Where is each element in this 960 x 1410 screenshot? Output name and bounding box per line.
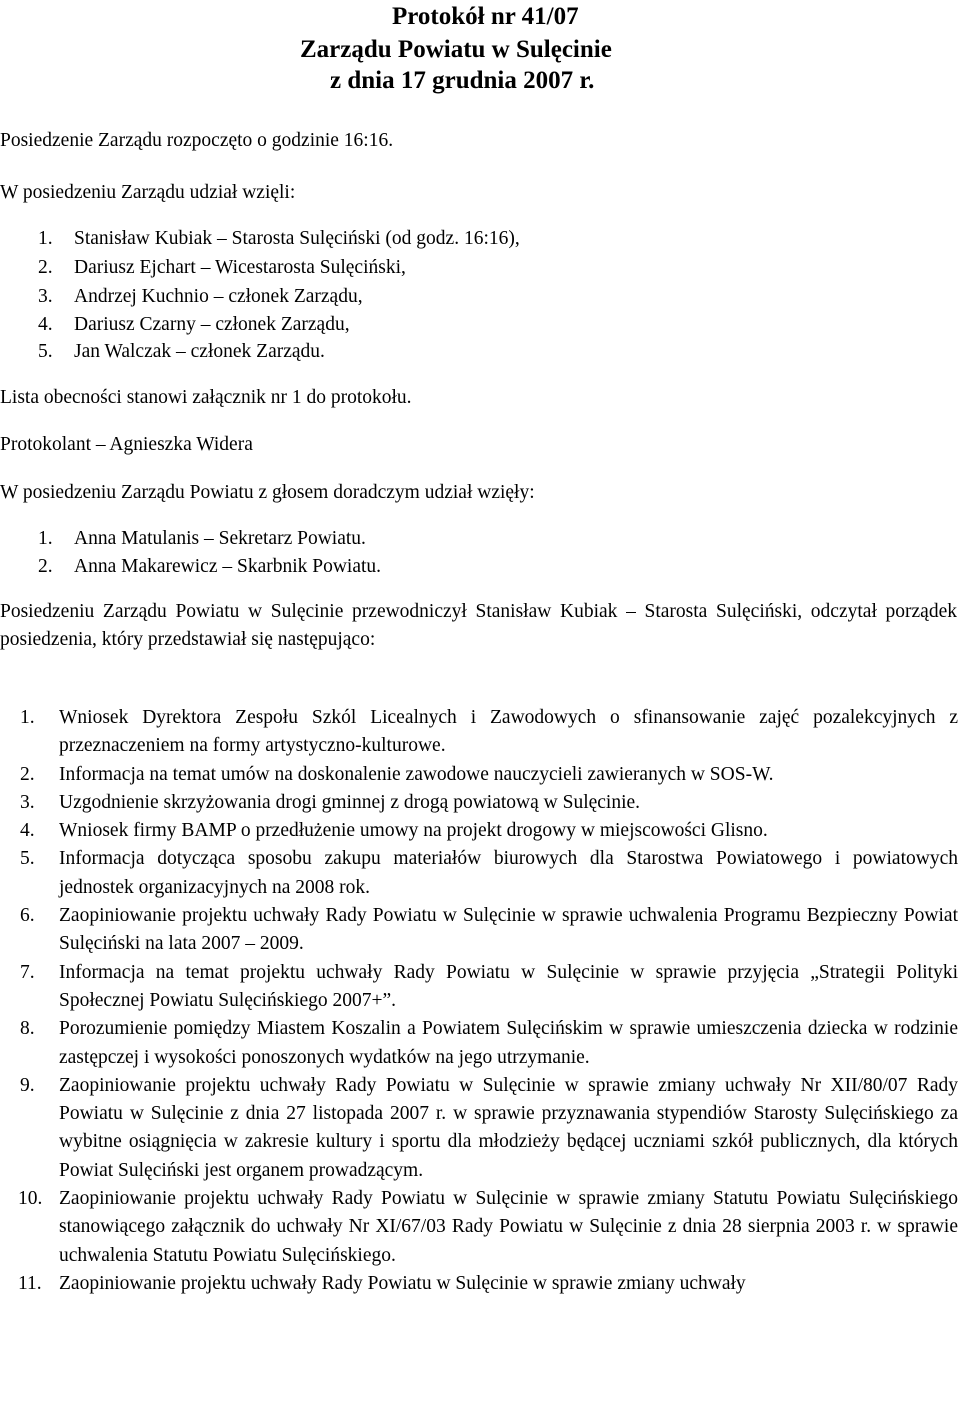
list-item: [38, 312, 350, 338]
agenda-item: [0, 761, 958, 789]
list-item-text: Dariusz Ejchart – Wicestarosta Sulęciński,: [74, 257, 406, 278]
agenda-item: [0, 845, 958, 902]
agenda-item-text: Informacja dotycząca sposobu zakupu materiałów biurowych dla Starostwa Powiatowego i powiatowych jednostek organizacyjnych na 2008 rok.: [59, 848, 958, 898]
list-item-text: Andrzej Kuchnio – członek Zarządu,: [74, 286, 363, 307]
document-title-line-3: z dnia 17 grudnia 2007 r.: [330, 67, 595, 94]
agenda-item-number: 3.: [20, 791, 35, 813]
list-item-number: 3.: [38, 286, 53, 307]
chair-paragraph: Posiedzeniu Zarządu Powiatu w Sulęcinie przewodniczył Stanisław Kubiak – Starosta Sulęciński, odczytał porządek posiedzenia, który przedstawiał się następująco:: [0, 601, 957, 650]
list-item-number: 2.: [38, 556, 53, 577]
list-item-text: Anna Matulanis – Sekretarz Powiatu.: [74, 528, 366, 549]
agenda-item-number: 5.: [20, 848, 35, 870]
agenda-item-text: Wniosek Dyrektora Zespołu Szkól Licealnych i Zawodowych o sfinansowanie zajęć pozalekcyjnych z przeznaczeniem na formy artystyczno-kulturowe.: [59, 707, 958, 757]
session-start-text: Posiedzenie Zarządu rozpoczęto o godzinie 16:16.: [0, 130, 394, 151]
list-item-number: 1.: [38, 528, 53, 549]
list-item-text: Stanisław Kubiak – Starosta Sulęciński (od godz. 16:16),: [74, 228, 520, 249]
agenda-item: [0, 704, 958, 761]
list-item-number: 2.: [38, 257, 53, 278]
agenda-item-text: Zaopiniowanie projektu uchwały Rady Powiatu w Sulęcinie w sprawie zmiany uchwały: [59, 1272, 746, 1294]
list-item-number: 4.: [38, 314, 53, 335]
list-item: [38, 255, 406, 281]
agenda-item: [0, 817, 958, 845]
agenda-item-text: Zaopiniowanie projektu uchwały Rady Powiatu w Sulęcinie w sprawie zmiany Statutu Powiatu Sulęcińskiego stanowiącego załącznik do uchwały Nr XI/67/03 Rady Powiatu w Sulęcinie z dnia 28 sierpnia 2003 r. w sprawie uchwalenia Statutu Powiatu Sulęcińskiego.: [59, 1188, 958, 1266]
document-title-line-2: Zarządu Powiatu w Sulęcinie: [300, 36, 612, 63]
list-item-text: Anna Makarewicz – Skarbnik Powiatu.: [74, 556, 382, 577]
agenda-item-text: Porozumienie pomiędzy Miastem Koszalin a Powiatem Sulęcińskim w sprawie umieszczenia dziecka w rodzinie zastępczej i wysokości ponoszonych wydatków na jego utrzymanie.: [59, 1018, 958, 1068]
agenda-item: [0, 959, 958, 1016]
list-item-number: 5.: [38, 341, 53, 362]
agenda-item-text: Informacja na temat umów na doskonalenie zawodowe nauczycieli zawieranych w SOS-W.: [59, 763, 774, 785]
agenda-item-number: 10.: [18, 1188, 43, 1210]
recorder-line: Protokolant – Agnieszka Widera: [0, 434, 253, 455]
agenda-item-number: 8.: [20, 1018, 35, 1040]
agenda-item-text: Informacja na temat projektu uchwały Rady Powiatu w Sulęcinie w sprawie przyjęcia „Strategii Polityki Społecznej Powiatu Sulęcińskiego 2007+”.: [59, 961, 958, 1011]
participants-heading: W posiedzeniu Zarządu udział wzięli:: [0, 182, 296, 203]
list-item: [38, 339, 325, 365]
document-title-line-1: Protokół nr 41/07: [392, 3, 579, 30]
agenda-item-text: Zaopiniowanie projektu uchwały Rady Powiatu w Sulęcinie w sprawie uchwalenia Programu Bezpieczny Powiat Sulęciński na lata 2007 – 2009.: [59, 905, 958, 955]
attendance-note: Lista obecności stanowi załącznik nr 1 do protokołu.: [0, 387, 412, 408]
agenda-item-number: 1.: [20, 707, 35, 728]
agenda-item: [0, 789, 958, 817]
agenda-item: [0, 1270, 958, 1298]
agenda-item: [0, 1185, 958, 1270]
agenda-item-text: Zaopiniowanie projektu uchwały Rady Powiatu w Sulęcinie w sprawie zmiany uchwały Nr XII/80/07 Rady Powiatu w Sulęcinie z dnia 27 listopada 2007 r. w sprawie przyznawania stypendiów Starosty Sulęcińskiego za wybitne osiągnięcia w zakresie kultury i sportu dla młodzieży będącej uczniami szkół publicznych, dla których Powiat Sulęciński jest organem prowadzącym.: [59, 1074, 958, 1181]
list-item: [38, 226, 520, 252]
agenda-item: [0, 902, 958, 959]
agenda-item: [0, 1072, 958, 1185]
list-item: [38, 554, 381, 580]
agenda-item-number: 2.: [20, 763, 35, 785]
agenda-item-text: Wniosek firmy BAMP o przedłużenie umowy na projekt drogowy w miejscowości Glisno.: [59, 820, 768, 842]
list-item-text: Dariusz Czarny – członek Zarządu,: [74, 314, 350, 335]
list-item-text: Jan Walczak – członek Zarządu.: [74, 341, 325, 362]
agenda-item-number: 7.: [20, 961, 35, 983]
list-item: [38, 284, 363, 310]
list-item-number: 1.: [38, 228, 53, 249]
agenda-item-number: 6.: [20, 905, 35, 927]
agenda-item-number: 9.: [20, 1074, 35, 1096]
list-item: [38, 526, 366, 552]
advisory-heading: W posiedzeniu Zarządu Powiatu z głosem doradczym udział wzięły:: [0, 482, 535, 503]
agenda-list: [0, 704, 958, 1298]
agenda-item-number: 4.: [20, 820, 35, 842]
agenda-item: [0, 1015, 958, 1072]
agenda-item-text: Uzgodnienie skrzyżowania drogi gminnej z drogą powiatową w Sulęcinie.: [59, 791, 641, 813]
agenda-item-number: 11.: [18, 1272, 42, 1294]
